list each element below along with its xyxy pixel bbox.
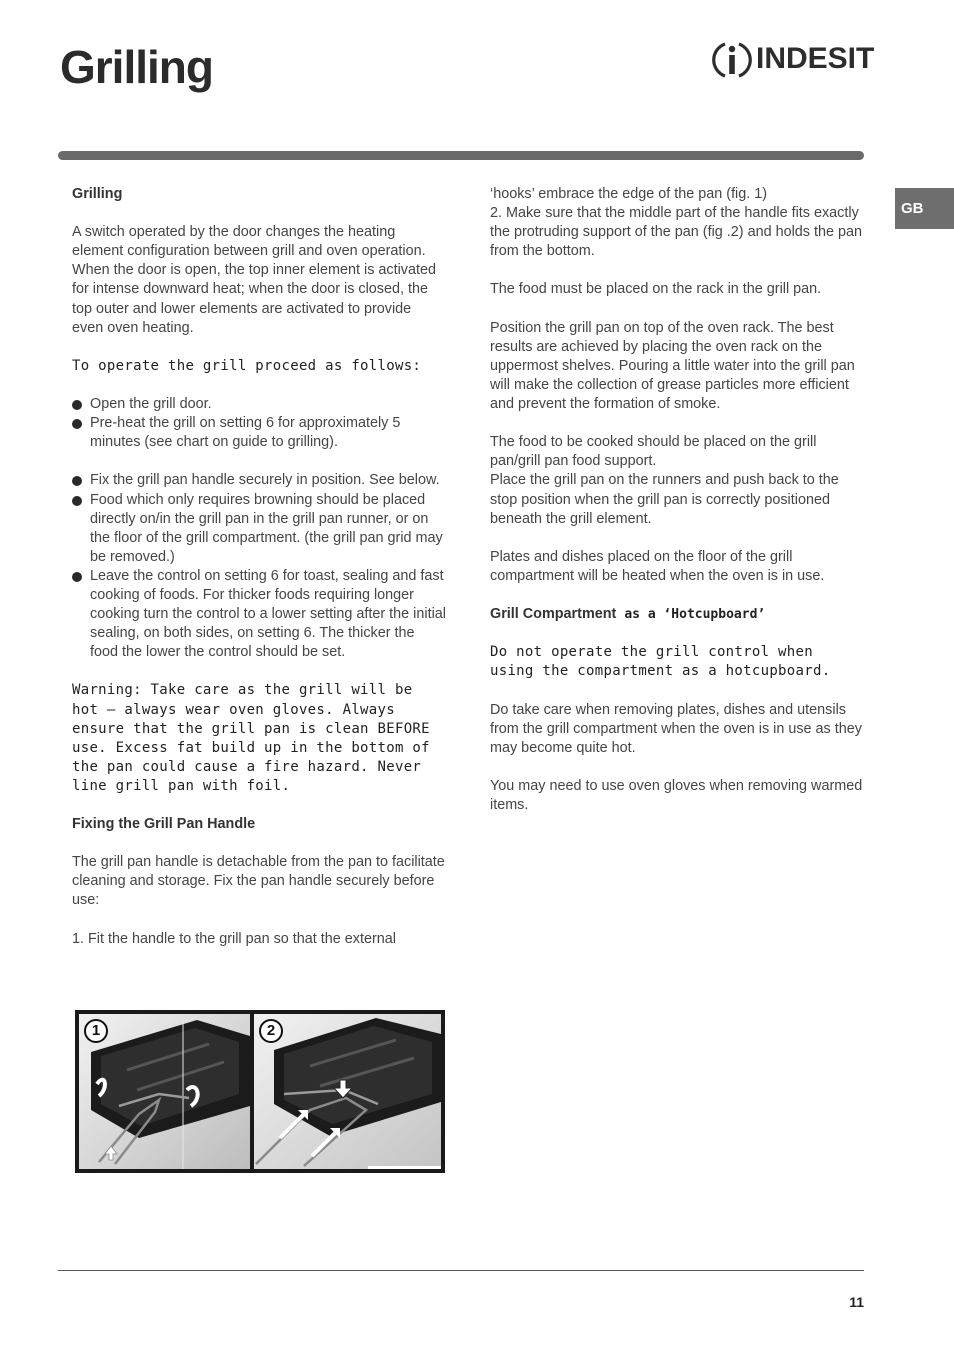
figure-1-number: 1 (84, 1019, 108, 1043)
fixing-paragraph: The grill pan handle is detachable from the pan to facilitate cleaning and storage. Fix the pan handle securely before use: (72, 854, 445, 909)
grill-pan-figures (75, 1010, 445, 1173)
list-item (72, 471, 446, 490)
grill-pan-support-image (254, 1014, 441, 1169)
brand-name: INDESIT (756, 42, 875, 75)
list-item-text: Open the grill door. (90, 396, 212, 413)
figure-2-photo (254, 1014, 441, 1169)
section-heading-fixing: Fixing the Grill Pan Handle (72, 816, 256, 833)
warning-text: Warning: Take care as the grill will be hot – always wear oven gloves. Always ensure that the grill pan is clean BEFORE use. Excess fat build up in the bottom of the pan could cause a fire hazard. Never line grill pan with foil. (72, 682, 430, 794)
list-item (72, 414, 446, 452)
bullet-list-a (72, 395, 446, 452)
right-column (490, 185, 864, 834)
place-pan-text: Place the grill pan on the runners and push back to the stop position when the grill pan is correctly positioned beneath the grill element. (490, 472, 839, 527)
header-rule (58, 151, 864, 160)
section-heading-grilling: Grilling (72, 186, 123, 202)
page-title: Grilling (60, 41, 213, 93)
bullet-icon (72, 476, 82, 486)
list-item-text: Pre-heat the grill on setting 6 for approximately 5 minutes (see chart on guide to grilling). (90, 415, 401, 451)
bullet-list-b (72, 471, 446, 662)
list-item (72, 395, 446, 414)
plates-paragraph: Plates and dishes placed on the floor of the grill compartment will be heated when the oven is in use. (490, 548, 825, 584)
language-tab: GB (895, 188, 954, 229)
operate-heading: To operate the grill proceed as follows: (72, 357, 422, 374)
intro-paragraph: A switch operated by the door changes the heating element configuration between grill and oven operation. When the door is open, the top inner element is activated for intense downward heat; when the door is closed, the top outer and lower elements are activated to provide even oven heating. (72, 224, 436, 336)
step-2-text: 2. Make sure that the middle part of the handle fits exactly the protruding support of the pan (fig .2) and holds the pan from the bottom. (490, 205, 863, 260)
compartment-heading-text: Grill Compartment (490, 606, 617, 623)
left-column (72, 185, 446, 968)
brand-logo (712, 38, 875, 80)
list-item (72, 491, 446, 567)
step-1-continued: ‘hooks’ embrace the edge of the pan (fig. 1) (490, 186, 768, 202)
food-rack-text: The food must be placed on the rack in the grill pan. (490, 281, 822, 298)
do-not-operate-warning: Do not operate the grill control when using the compartment as a hotcupboard. (490, 644, 831, 680)
section-heading-compartment (490, 605, 864, 624)
figure-1-photo (79, 1014, 250, 1169)
indesit-logo-icon (712, 38, 752, 80)
care-paragraph: Do take care when removing plates, dishes and utensils from the grill compartment when the oven is in use as they may become quite hot. (490, 701, 862, 756)
page-number: 11 (849, 1294, 864, 1310)
list-item-text: Leave the control on setting 6 for toast, sealing and fast cooking of foods. For thicker foods requiring longer cooking turn the control to a lower setting after the initial sealing, on both sides, on setting 6. The thicker the food the lower the control should be set. (90, 567, 446, 661)
step-1-text: 1. Fit the handle to the grill pan so that the external (72, 930, 396, 947)
bullet-icon (72, 496, 82, 506)
position-paragraph: Position the grill pan on top of the oven rack. The best results are achieved by placing the oven rack on the uppermost shelves. Pouring a little water into the grill pan will make the collection of grease particles more efficient and prevent the formation of smoke. (490, 319, 855, 413)
bullet-icon (72, 419, 82, 429)
bullet-icon (72, 572, 82, 582)
bullet-icon (72, 400, 82, 410)
compartment-heading-suffix: as a ‘Hotcupboard’ (624, 607, 766, 623)
list-item-text: Fix the grill pan handle securely in position. See below. (90, 472, 440, 489)
food-placed-text: The food to be cooked should be placed on the grill pan/grill pan food support. (490, 434, 817, 470)
footer-rule (58, 1270, 864, 1271)
list-item (72, 567, 446, 662)
gloves-paragraph: You may need to use oven gloves when removing warmed items. (490, 777, 863, 813)
figure-2-number: 2 (259, 1019, 283, 1043)
list-item-text: Food which only requires browning should be placed directly on/in the grill pan in the grill pan runner, or on the floor of the grill compartment. (the grill pan grid may be removed.) (90, 491, 443, 565)
